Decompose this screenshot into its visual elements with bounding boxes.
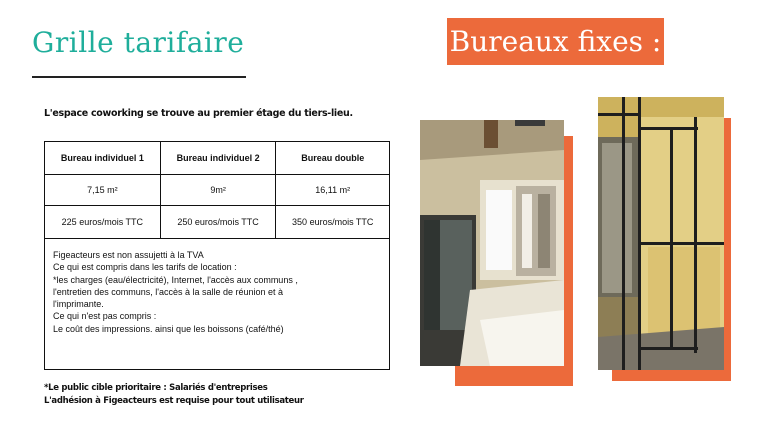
- table-row-area: [45, 175, 390, 206]
- area-office-2: 9m²: [160, 175, 276, 206]
- note-line: l'imprimante.: [53, 299, 104, 310]
- intro-text: L'espace coworking se trouve au premier étage du tiers-lieu.: [44, 108, 353, 119]
- table-row-price: [45, 206, 390, 239]
- notes-cell: [45, 239, 390, 370]
- office-photo-1: [420, 120, 564, 366]
- section-badge: [447, 18, 664, 65]
- title-underline: [32, 76, 246, 78]
- table-header-row: [45, 142, 390, 175]
- note-line: Le coût des impressions. ainsi que les boissons (café/thé): [53, 323, 284, 334]
- note-line: Ce qui est compris dans les tarifs de location :: [53, 262, 237, 273]
- footer-notes: [44, 382, 304, 408]
- footer-line-1: *Le public cible prioritaire : Salariés d'entreprises: [44, 383, 268, 393]
- section-badge-label: Bureaux fixes :: [449, 25, 662, 58]
- footer-line-2: L'adhésion à Figeacteurs est requise pour tout utilisateur: [44, 396, 304, 406]
- area-office-double: 16,11 m²: [276, 175, 390, 206]
- note-line: Ce qui n'est pas compris :: [53, 311, 157, 322]
- pricing-table: [44, 141, 390, 370]
- price-office-1: 225 euros/mois TTC: [45, 206, 161, 239]
- note-line: l'entretien des communs, l'accès à la salle de réunion et à: [53, 286, 284, 297]
- area-office-1: 7,15 m²: [45, 175, 161, 206]
- header-office-1: Bureau individuel 1: [45, 142, 161, 175]
- page-title: Grille tarifaire: [32, 26, 245, 59]
- header-office-2: Bureau individuel 2: [160, 142, 276, 175]
- table-row-notes: [45, 239, 390, 370]
- note-line: *les charges (eau/électricité), Internet, l'accès aux communs ,: [53, 274, 298, 285]
- price-office-double: 350 euros/mois TTC: [276, 206, 390, 239]
- price-office-2: 250 euros/mois TTC: [160, 206, 276, 239]
- note-line: Figeacteurs est non assujetti à la TVA: [53, 250, 204, 260]
- header-office-double: Bureau double: [276, 142, 390, 175]
- office-photo-2: [598, 97, 724, 370]
